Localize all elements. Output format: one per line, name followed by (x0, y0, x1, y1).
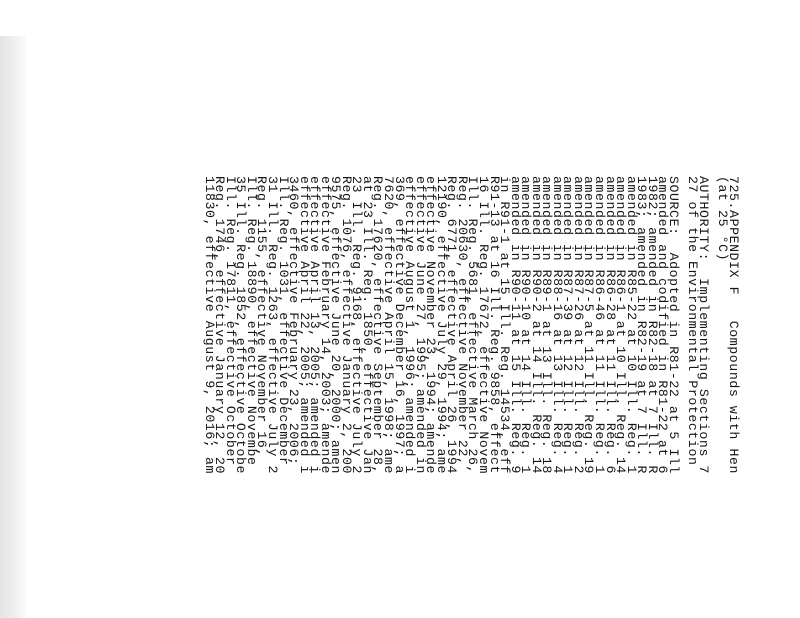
source-line: effective April 22, 2005; amended i (296, 176, 312, 474)
source-line: amended in R86-46 at 11 Ill. Reg. 1 (591, 176, 607, 474)
source-line: Ill. Reg. 5681, effective March 26, (465, 176, 481, 474)
source-line: effective August 1, 1996; amended i (402, 176, 418, 474)
source-line: 12190, effective July 29, 1994; ame (433, 176, 449, 474)
source-note (201, 176, 681, 618)
source-line: 1983; amended in R82-19 at 7 Ill. R (634, 176, 650, 474)
source-line: amended in R88-16 at 13 Ill. Reg. 4 (549, 176, 565, 474)
source-line: Reg. 1155, effective November 16, (254, 176, 270, 457)
scanned-page (26, 0, 800, 618)
source-line: 11830, effective August 9, 2016; am (201, 176, 217, 474)
source-line: amended in R87-5 at 11 Ill. Reg. 19 (581, 176, 597, 474)
source-line: effective June 27, 1995; amended in (412, 176, 428, 474)
heading-line: 725.APPENDIX F Compounds with Hen (726, 176, 741, 474)
rotated-text-block (201, 176, 741, 618)
source-line: Ill. Reg. 1031, effective December (275, 176, 291, 466)
source-line: 23 Ill. Reg. 9168, effective July 2 (349, 176, 365, 474)
source-line: 35 Ill. Reg. 1852, effective Octobe (233, 176, 249, 474)
source-line: 1982; amended in R82-18 at 7 Ill. R (644, 176, 660, 474)
source-line: 31 Ill. Reg. 1263, effective July 2 (265, 176, 281, 474)
source-line: Ill. Reg. 18890, effective Novembe (243, 176, 259, 466)
source-line: amended in R89-1 at 13 Ill. Reg. 18 (539, 176, 555, 474)
source-line: Reg. 6771, effective April 26, 1994 (444, 176, 460, 474)
source-line: effective April 13, 2005; amended i (307, 176, 323, 474)
heading-line: (at 25 °C) (715, 176, 731, 262)
source-line: amended in R85-22 at 10 Ill. Reg. 1 (623, 176, 639, 474)
source-line: 7620, effective April 15, 1998; ame (381, 176, 397, 474)
source-line: SOURCE: Adopted in R81-22 at 5 Ill (665, 176, 681, 474)
authority-line: 27 of the Environmental Protection (685, 176, 701, 466)
source-line: amended in R90-2 at 14 Ill. Reg. 14 (528, 176, 544, 474)
source-line: R91-13 at 16 Ill. Reg. 9858, effect (486, 176, 502, 474)
source-line: amended in R87-39 at 12 Ill. Reg. 1 (560, 176, 576, 474)
source-line: in R91-1 at 15 Ill. Reg. 14534, eff (497, 176, 513, 474)
source-line: Reg. 17620, effective September 28, (370, 176, 386, 474)
source-line: amended in R86-1 at 10 Ill. Reg. 14 (613, 176, 629, 474)
authority-line: AUTHORITY: Implementing Sections 7 (695, 176, 711, 474)
source-line: Reg. 1076, effective January 2, 200 (338, 176, 354, 474)
source-line: 16 Ill. Reg. 17672, effective Novem (475, 176, 491, 474)
source-line: amended in R87-26 at 12 Ill. Reg. 2 (570, 176, 586, 474)
scanner-edge-shadow (0, 36, 26, 618)
source-line: effective February 14, 2003; amende (317, 176, 333, 474)
heading-block (715, 176, 741, 618)
source-line: effective November 23, 1994; amende (423, 176, 439, 474)
source-line: Ill. Reg. 17811, effective October (222, 176, 238, 466)
source-line: amended and codified in R81-22 at 6 (655, 176, 671, 474)
authority-note (685, 176, 711, 618)
source-line: amended in R90-11 at 15 Ill. Reg. 9 (507, 176, 523, 474)
source-line: at 23 Ill. Reg. 1850, effective Jan (359, 176, 375, 474)
source-line: 3460, effective February 23, 2006; (286, 176, 302, 466)
source-line: 9575, effective June 20, 2000; amen (328, 176, 344, 474)
source-line: amended in R90-10 at 14 Ill. Reg. 1 (518, 176, 534, 474)
source-line: amended in R86-28 at 11 Ill. Reg. 6 (602, 176, 618, 474)
source-line: Reg. 20630, effective November 22, (454, 176, 470, 466)
source-line: 369, effective December 16, 1997; a (391, 176, 407, 474)
source-line: Reg. 1746, effective January 12, 20 (212, 176, 228, 474)
